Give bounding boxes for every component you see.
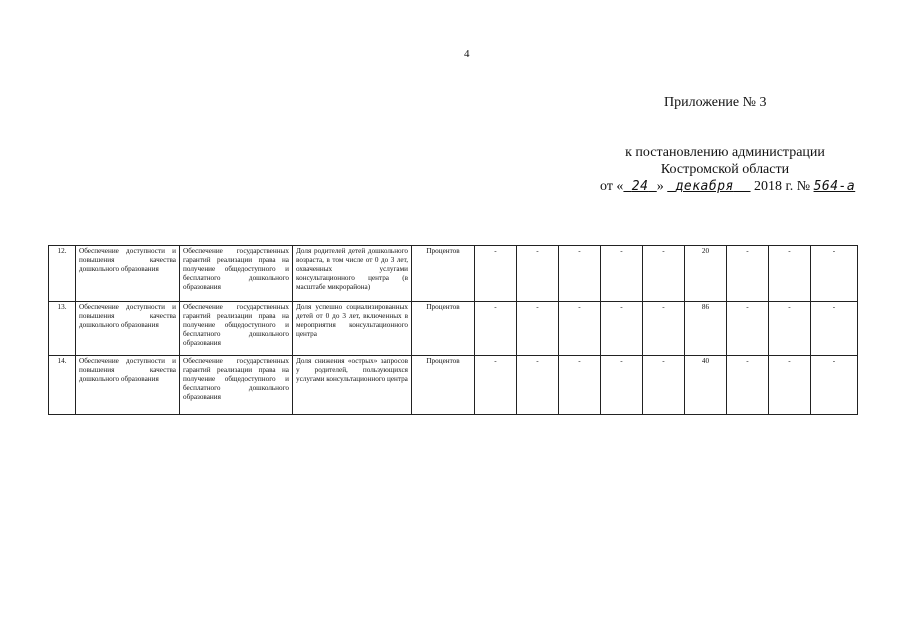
task-cell: Обеспечение государственных гарантий реализации права на получение общедоступного и бесплатного дошкольного образования xyxy=(180,246,293,302)
resolution-line-2: Костромской области xyxy=(660,162,790,177)
value-cell: - xyxy=(727,246,769,302)
resolution-date-line xyxy=(600,178,856,195)
from-prefix: от « xyxy=(600,179,624,194)
value-cell: 40 xyxy=(685,356,727,415)
resolution-number: 564-а xyxy=(813,179,856,194)
value-cell: - xyxy=(517,246,559,302)
indicators-table xyxy=(48,245,858,415)
value-cell: 20 xyxy=(685,246,727,302)
value-cell: - xyxy=(601,302,643,356)
value-cell: - xyxy=(601,246,643,302)
table-row xyxy=(49,246,858,302)
task-cell: Обеспечение государственных гарантий реализации права на получение общедоступного и бесплатного дошкольного образования xyxy=(180,302,293,356)
value-cell: - xyxy=(643,302,685,356)
resolution-month: декабря xyxy=(675,179,734,194)
row-number: 13. xyxy=(49,302,76,356)
goal-cell: Обеспечение доступности и повышения качества дошкольного образования xyxy=(76,246,180,302)
value-cell: - xyxy=(643,356,685,415)
value-cell: - xyxy=(601,356,643,415)
value-cell: - xyxy=(643,246,685,302)
value-cell: - xyxy=(475,246,517,302)
unit-cell: Процентов xyxy=(412,302,475,356)
value-cell: 86 xyxy=(685,302,727,356)
value-cell: - xyxy=(727,302,769,356)
value-cell: - xyxy=(475,302,517,356)
value-cell: - xyxy=(769,302,811,356)
value-cell: - xyxy=(769,246,811,302)
value-cell: - xyxy=(559,302,601,356)
table-row xyxy=(49,302,858,356)
indicator-cell: Доля успешно социализированных детей от 0 до 3 лет, включенных в мероприятия консультационного центра xyxy=(293,302,412,356)
unit-cell: Процентов xyxy=(412,246,475,302)
value-cell: - xyxy=(811,302,858,356)
unit-cell: Процентов xyxy=(412,356,475,415)
value-cell: - xyxy=(559,246,601,302)
indicator-cell: Доля снижения «острых» запросов у родителей, пользующихся услугами консультационного центра xyxy=(293,356,412,415)
goal-cell: Обеспечение доступности и повышения качества дошкольного образования xyxy=(76,302,180,356)
value-cell: - xyxy=(475,356,517,415)
page-number: 4 xyxy=(464,48,470,60)
value-cell: - xyxy=(769,356,811,415)
value-cell: - xyxy=(559,356,601,415)
resolution-line-1: к постановлению администрации xyxy=(625,145,825,160)
value-cell: - xyxy=(811,356,858,415)
value-cell: - xyxy=(517,356,559,415)
value-cell: - xyxy=(517,302,559,356)
quote-close: » xyxy=(656,179,664,194)
resolution-day: 24 xyxy=(631,179,649,194)
task-cell: Обеспечение государственных гарантий реализации права на получение общедоступного и бесплатного дошкольного образования xyxy=(180,356,293,415)
goal-cell: Обеспечение доступности и повышения качества дошкольного образования xyxy=(76,356,180,415)
resolution-year: 2018 г. № xyxy=(754,179,811,194)
value-cell: - xyxy=(727,356,769,415)
indicator-cell: Доля родителей детей дошкольного возраста, в том числе от 0 до 3 лет, охваченных услугами консультационного центра (в масштабе микрорайона) xyxy=(293,246,412,302)
appendix-title: Приложение № 3 xyxy=(664,95,767,110)
value-cell: - xyxy=(811,246,858,302)
table-row xyxy=(49,356,858,415)
resolution-block xyxy=(600,144,856,195)
row-number: 12. xyxy=(49,246,76,302)
row-number: 14. xyxy=(49,356,76,415)
